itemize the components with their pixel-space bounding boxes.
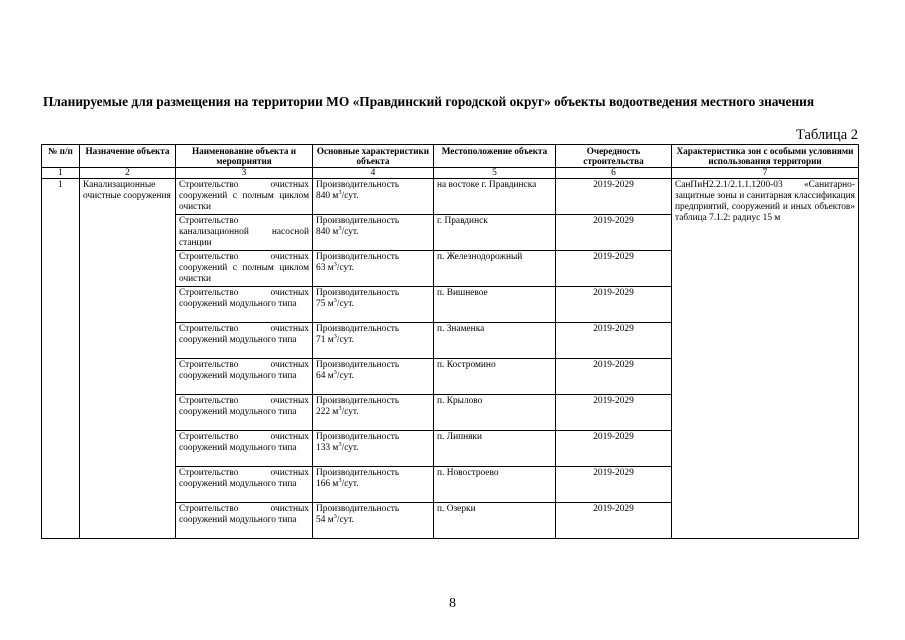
facility-location: п. Железнодорожный: [434, 251, 556, 287]
capacity-label: Производительность: [316, 288, 400, 299]
construction-stage: 2019-2029: [556, 179, 672, 215]
capacity-unit: м: [327, 335, 334, 346]
capacity-unit-suffix: /сут.: [341, 191, 359, 202]
facility-name: Строительство канализационной насосной станции: [176, 215, 313, 251]
capacity-label: Производительность: [316, 468, 400, 479]
capacity-value: 840: [316, 191, 331, 202]
capacity-value: 133: [316, 443, 331, 454]
capacity-unit-suffix: /сут.: [336, 371, 354, 382]
capacity-unit-exponent: 3: [333, 261, 337, 269]
facility-characteristics: [313, 215, 434, 251]
capacity-unit-suffix: /сут.: [341, 479, 359, 490]
capacity-unit: м: [332, 479, 339, 490]
capacity-unit-exponent: 3: [333, 333, 337, 341]
construction-stage: 2019-2029: [556, 467, 672, 503]
capacity-unit-exponent: 3: [338, 405, 342, 413]
capacity-unit-exponent: 3: [338, 225, 342, 233]
group-purpose: Канализационные очистные сооружения: [80, 179, 176, 539]
facility-characteristics: [313, 359, 434, 395]
capacity-unit-suffix: /сут.: [336, 335, 354, 346]
capacity-unit-suffix: /сут.: [341, 227, 359, 238]
facility-characteristics: [313, 503, 434, 539]
facility-characteristics: [313, 287, 434, 323]
facility-name: Строительство очистных сооружений модульного типа: [176, 359, 313, 395]
facility-location: п. Озерки: [434, 503, 556, 539]
construction-stage: 2019-2029: [556, 503, 672, 539]
capacity-unit-exponent: 3: [338, 477, 342, 485]
capacity-unit: м: [327, 515, 334, 526]
table-label: Таблица 2: [795, 127, 858, 143]
capacity-unit-suffix: /сут.: [336, 299, 354, 310]
facility-location: п. Костромино: [434, 359, 556, 395]
construction-stage: 2019-2029: [556, 431, 672, 467]
facility-location: г. Правдинск: [434, 215, 556, 251]
facility-characteristics: [313, 395, 434, 431]
capacity-unit-suffix: /сут.: [341, 407, 359, 418]
capacity-unit-exponent: 3: [333, 369, 337, 377]
construction-stage: 2019-2029: [556, 395, 672, 431]
capacity-unit: м: [327, 299, 334, 310]
capacity-label: Производительность: [316, 324, 400, 335]
construction-stage: 2019-2029: [556, 323, 672, 359]
column-number-row: [42, 168, 859, 179]
construction-stage: 2019-2029: [556, 359, 672, 395]
column-number: 1: [42, 168, 80, 179]
facility-name: Строительство очистных сооружений модульного типа: [176, 323, 313, 359]
document-title: Планируемые для размещения на территории МО «Правдинский городской округ» объекты водоотведения местного значения: [43, 94, 815, 109]
facility-location: на востоке г. Правдинска: [434, 179, 556, 215]
group-number: 1: [42, 179, 80, 539]
capacity-value: 71: [316, 335, 326, 346]
capacity-unit: м: [332, 191, 339, 202]
capacity-value: 64: [316, 371, 326, 382]
header-zone: Характеристика зон с особыми условиями использования территории: [672, 145, 859, 168]
capacity-label: Производительность: [316, 252, 400, 263]
table-body: [42, 179, 859, 539]
facility-name: Строительство очистных сооружений модульного типа: [176, 395, 313, 431]
header-stage: Очередность строительства: [556, 145, 672, 168]
capacity-unit-suffix: /сут.: [336, 515, 354, 526]
header-name: Наименование объекта и мероприятия: [176, 145, 313, 168]
capacity-unit-exponent: 3: [338, 441, 342, 449]
facility-location: п. Липняки: [434, 431, 556, 467]
header-row: [42, 145, 859, 168]
construction-stage: 2019-2029: [556, 287, 672, 323]
facility-name: Строительство очистных сооружений модульного типа: [176, 467, 313, 503]
capacity-value: 63: [316, 263, 326, 274]
capacity-label: Производительность: [316, 504, 400, 515]
capacity-unit: м: [332, 407, 339, 418]
facilities-table: [41, 144, 859, 539]
page-number: 8: [449, 596, 456, 611]
facility-name: Строительство очистных сооружений с полным циклом очистки: [176, 251, 313, 287]
facility-location: п. Знаменка: [434, 323, 556, 359]
capacity-unit-suffix: /сут.: [341, 443, 359, 454]
facility-characteristics: [313, 431, 434, 467]
capacity-unit-exponent: 3: [338, 189, 342, 197]
capacity-value: 840: [316, 227, 331, 238]
facility-name: Строительство очистных сооружений с полным циклом очистки: [176, 179, 313, 215]
header-characteristics: Основные характеристики объекта: [313, 145, 434, 168]
capacity-value: 166: [316, 479, 331, 490]
facility-location: п. Новостроево: [434, 467, 556, 503]
facility-characteristics: [313, 467, 434, 503]
capacity-label: Производительность: [316, 432, 400, 443]
capacity-unit: м: [332, 227, 339, 238]
capacity-value: 222: [316, 407, 331, 418]
construction-stage: 2019-2029: [556, 251, 672, 287]
column-number: 7: [672, 168, 859, 179]
header-purpose: Назначение объекта: [80, 145, 176, 168]
capacity-value: 75: [316, 299, 326, 310]
capacity-unit-exponent: 3: [333, 297, 337, 305]
column-number: 3: [176, 168, 313, 179]
capacity-label: Производительность: [316, 396, 400, 407]
column-number: 2: [80, 168, 176, 179]
capacity-value: 54: [316, 515, 326, 526]
facility-location: п. Вишневое: [434, 287, 556, 323]
capacity-unit: м: [327, 371, 334, 382]
facility-name: Строительство очистных сооружений модульного типа: [176, 431, 313, 467]
capacity-unit: м: [327, 263, 334, 274]
header-location: Местоположение объекта: [434, 145, 556, 168]
header-num: № п/п: [42, 145, 80, 168]
construction-stage: 2019-2029: [556, 215, 672, 251]
facility-characteristics: [313, 323, 434, 359]
zone-characteristics: СанПиН2.2.1/2.1.1.1200-03 «Санитарно-защитные зоны и санитарная классификация предприятий, сооружений и иных объектов» таблица 7.1.2: радиус 15 м: [672, 179, 859, 539]
facility-location: п. Крылово: [434, 395, 556, 431]
column-number: 6: [556, 168, 672, 179]
facility-characteristics: [313, 251, 434, 287]
capacity-unit-exponent: 3: [333, 513, 337, 521]
facility-name: Строительство очистных сооружений модульного типа: [176, 287, 313, 323]
capacity-unit-suffix: /сут.: [336, 263, 354, 274]
capacity-label: Производительность: [316, 180, 400, 191]
facility-characteristics: [313, 179, 434, 215]
facility-name: Строительство очистных сооружений модульного типа: [176, 503, 313, 539]
table-row: [42, 179, 859, 215]
capacity-label: Производительность: [316, 216, 400, 227]
capacity-unit: м: [332, 443, 339, 454]
column-number: 5: [434, 168, 556, 179]
capacity-label: Производительность: [316, 360, 400, 371]
column-number: 4: [313, 168, 434, 179]
